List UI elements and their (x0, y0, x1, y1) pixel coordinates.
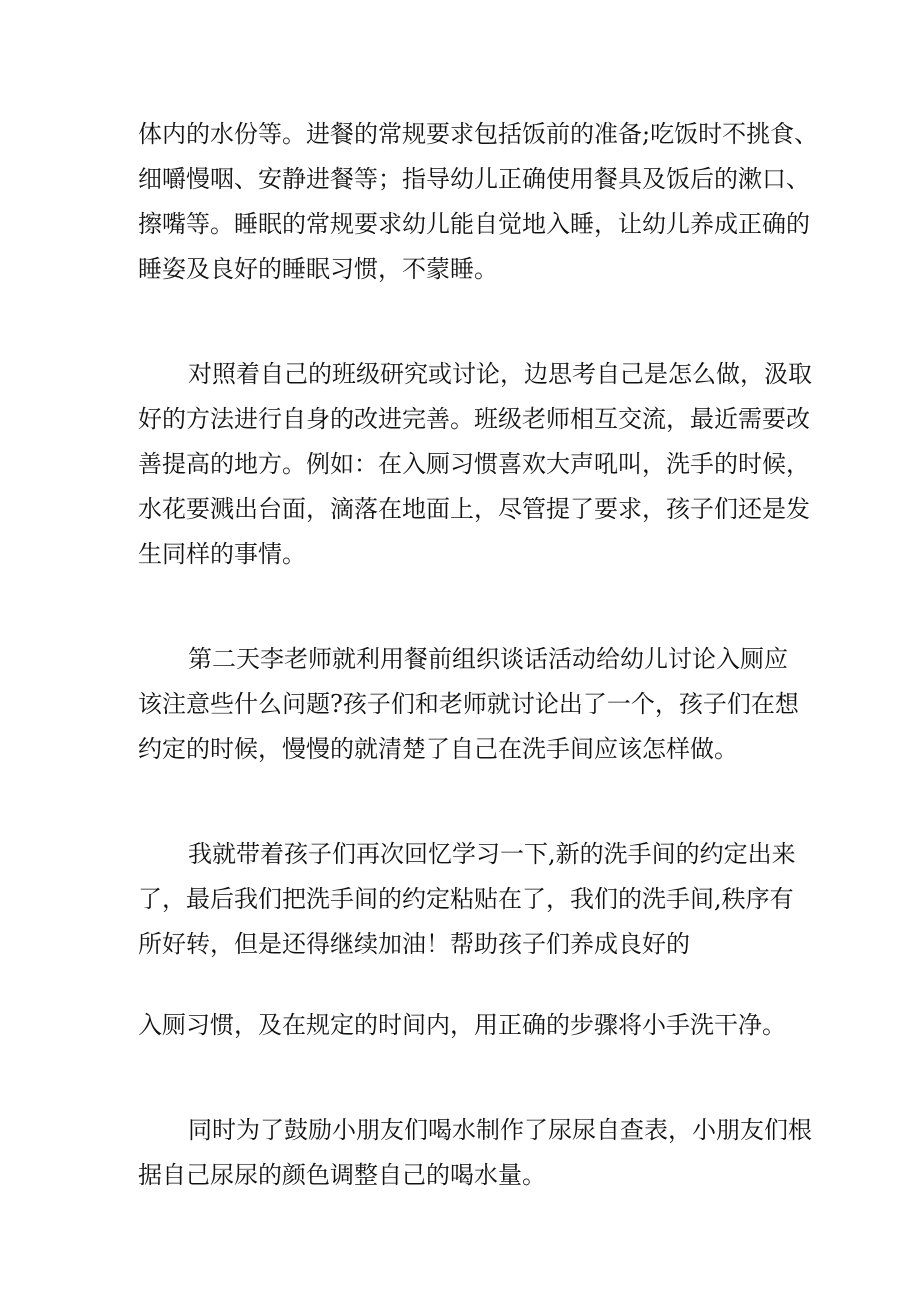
text-line: 水花要溅出台面，滴落在地面上，尽管提了要求，孩子们还是发 (138, 495, 810, 523)
text-line: 入厕习惯，及在规定的时间内，用正确的步骤将小手洗干净。 (138, 1011, 786, 1039)
text-line: 生同样的事情。 (138, 540, 306, 568)
text-line: 体内的水份等。进餐的常规要求包括饭前的准备;吃饭时不挑食、 (138, 120, 819, 148)
paragraph-urine-checklist (138, 1108, 812, 1198)
document-body (138, 112, 819, 1198)
text-line: 善提高的地方。例如：在入厕习惯喜欢大声吼叫，洗手的时候， (138, 450, 810, 478)
paragraph-spacer (138, 772, 798, 832)
text-line: 了，最后我们把洗手间的约定粘贴在了，我们的洗手间,秩序有 (138, 885, 794, 913)
text-line: 同时为了鼓励小朋友们喝水制作了尿尿自查表，小朋友们根 (188, 1116, 812, 1144)
paragraph-restroom-agreement (138, 832, 798, 967)
text-line: 我就带着孩子们再次回忆学习一下,新的洗手间的约定出来 (188, 840, 796, 868)
paragraph-spacer (138, 967, 798, 1003)
text-line: 细嚼慢咽、安静进餐等；指导幼儿正确使用餐具及饭后的漱口、 (138, 165, 810, 193)
paragraph-meal-sleep-routine (138, 112, 819, 292)
text-line: 好的方法进行自身的改进完善。班级老师相互交流，最近需要改 (138, 405, 810, 433)
paragraph-spacer (138, 292, 798, 352)
text-line: 睡姿及良好的睡眠习惯，不蒙睡。 (138, 255, 498, 283)
text-line: 约定的时候，慢慢的就清楚了自己在洗手间应该怎样做。 (138, 735, 738, 763)
paragraph-class-discussion (138, 352, 812, 577)
paragraph-spacer (138, 1048, 798, 1108)
text-line: 据自己尿尿的颜色调整自己的喝水量。 (138, 1161, 546, 1189)
text-line: 所好转，但是还得继续加油！帮助孩子们养成良好的 (138, 930, 690, 958)
text-line: 第二天李老师就利用餐前组织谈话活动给幼儿讨论入厕应 (188, 645, 788, 673)
text-line: 擦嘴等。睡眠的常规要求幼儿能自觉地入睡，让幼儿养成正确的 (138, 210, 810, 238)
paragraph-teacher-talk (138, 637, 798, 772)
text-line: 对照着自己的班级研究或讨论，边思考自己是怎么做，汲取 (188, 360, 812, 388)
text-line: 该注意些什么问题?孩子们和老师就讨论出了一个，孩子们在想 (138, 690, 799, 718)
paragraph-spacer (138, 577, 798, 637)
paragraph-handwashing (138, 1003, 798, 1048)
